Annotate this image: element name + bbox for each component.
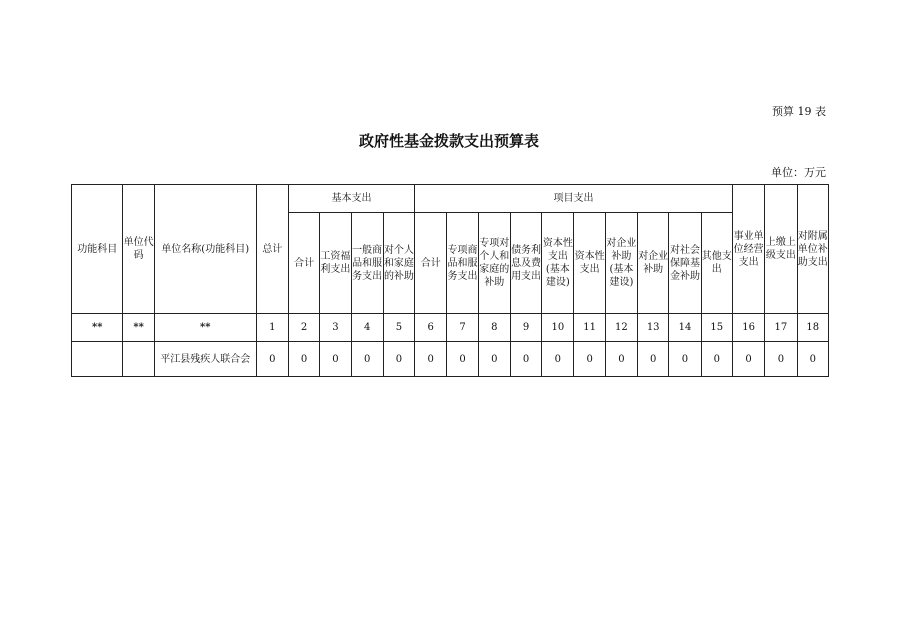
header-unit-name: 单位名称(功能科目) xyxy=(154,185,256,314)
index-cell: 18 xyxy=(797,314,828,342)
header-func-subject: 功能科目 xyxy=(72,185,123,314)
data-cell: 0 xyxy=(351,342,383,377)
data-cell: 0 xyxy=(605,342,637,377)
index-cell: 5 xyxy=(383,314,414,342)
data-cell: 0 xyxy=(510,342,541,377)
index-cell: 6 xyxy=(415,314,447,342)
header-proj-goods: 专项商品和服务支出 xyxy=(447,213,478,314)
data-cell: 0 xyxy=(447,342,478,377)
data-cell: 0 xyxy=(732,342,764,377)
data-cell: 0 xyxy=(701,342,732,377)
index-cell: 1 xyxy=(256,314,288,342)
index-cell: 13 xyxy=(638,314,669,342)
header-business: 事业单位经营支出 xyxy=(732,185,764,314)
data-cell: 0 xyxy=(797,342,828,377)
header-total: 总计 xyxy=(256,185,288,314)
index-cell: 7 xyxy=(447,314,478,342)
table-row xyxy=(72,342,829,377)
index-cell: 15 xyxy=(701,314,732,342)
index-code: ** xyxy=(123,314,154,342)
data-cell: 0 xyxy=(765,342,797,377)
index-cell: 17 xyxy=(765,314,797,342)
header-proj-personal: 专项对个人和家庭的补助 xyxy=(478,213,510,314)
header-basic-personal: 对个人和家庭的补助 xyxy=(383,213,414,314)
header-unit-code: 单位代码 xyxy=(123,185,154,314)
unit-label: 单位：万元 xyxy=(771,166,826,179)
header-proj-debt: 债务利息及费用支出 xyxy=(510,213,541,314)
index-row xyxy=(72,314,829,342)
index-cell: 2 xyxy=(288,314,319,342)
data-cell: 0 xyxy=(669,342,701,377)
header-proj-enterprise-construct: 对企业补助(基本建设) xyxy=(605,213,637,314)
index-cell: 12 xyxy=(605,314,637,342)
header-basic-sum: 合计 xyxy=(288,213,319,314)
header-proj-other: 其他支出 xyxy=(701,213,732,314)
budget-table xyxy=(71,184,829,377)
header-basic-goods: 一般商品和服务支出 xyxy=(351,213,383,314)
data-cell: 0 xyxy=(288,342,319,377)
data-cell: 0 xyxy=(542,342,574,377)
index-func: ** xyxy=(72,314,123,342)
data-cell: 0 xyxy=(415,342,447,377)
header-proj-social: 对社会保障基金补助 xyxy=(669,213,701,314)
data-cell: 0 xyxy=(478,342,510,377)
page-title: 政府性基金拨款支出预算表 xyxy=(358,132,539,150)
header-basic-wages: 工资福利支出 xyxy=(320,213,351,314)
header-project-group: 项目支出 xyxy=(415,185,733,213)
index-cell: 8 xyxy=(478,314,510,342)
data-cell: 0 xyxy=(320,342,351,377)
header-upper: 上缴上级支出 xyxy=(765,185,797,314)
data-func xyxy=(72,342,123,377)
data-cell: 0 xyxy=(383,342,414,377)
index-name: ** xyxy=(154,314,256,342)
header-proj-capital-construct: 资本性支出(基本建设) xyxy=(542,213,574,314)
data-cell: 0 xyxy=(256,342,288,377)
header-proj-enterprise: 对企业补助 xyxy=(638,213,669,314)
index-cell: 4 xyxy=(351,314,383,342)
header-proj-sum: 合计 xyxy=(415,213,447,314)
header-row-groups xyxy=(72,185,829,213)
header-proj-capital: 资本性支出 xyxy=(574,213,605,314)
data-unit-name: 平江县残疾人联合会 xyxy=(154,342,256,377)
form-number: 预算 19 表 xyxy=(772,105,826,118)
header-subsidiary: 对附属单位补助支出 xyxy=(797,185,828,314)
index-cell: 14 xyxy=(669,314,701,342)
index-cell: 11 xyxy=(574,314,605,342)
header-basic-group: 基本支出 xyxy=(288,185,414,213)
index-cell: 10 xyxy=(542,314,574,342)
index-cell: 9 xyxy=(510,314,541,342)
index-cell: 3 xyxy=(320,314,351,342)
index-cell: 16 xyxy=(732,314,764,342)
data-cell: 0 xyxy=(574,342,605,377)
data-code xyxy=(123,342,154,377)
data-cell: 0 xyxy=(638,342,669,377)
